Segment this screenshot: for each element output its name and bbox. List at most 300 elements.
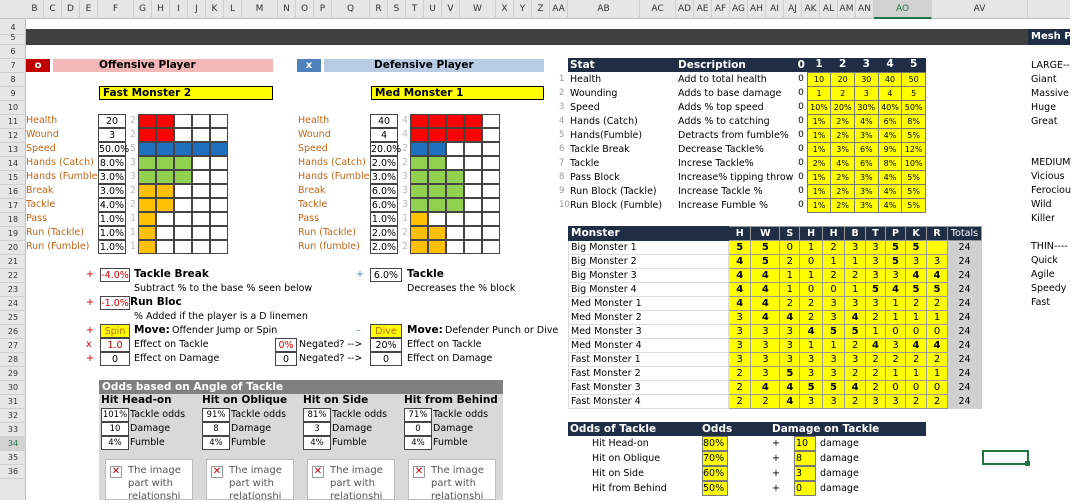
- monster-name: Med Monster 2: [569, 311, 729, 325]
- stat-value[interactable]: 3.0%: [99, 186, 125, 197]
- damage-value: 3: [303, 422, 331, 436]
- monster-stat: 2: [886, 353, 906, 367]
- monster-stat: 1: [886, 367, 906, 381]
- selected-cell[interactable]: [982, 450, 1029, 465]
- off-effect-damage[interactable]: 0: [100, 352, 130, 366]
- stat-level: 4: [401, 129, 409, 140]
- image-placeholder-text: The image part with relationshi: [229, 465, 282, 502]
- stat-value[interactable]: 6.0%: [371, 200, 397, 211]
- level-bar-cell: [482, 142, 500, 156]
- stat-level: 2: [129, 199, 137, 210]
- monster-stat: 1: [822, 255, 844, 269]
- level-bar-cell: [428, 240, 446, 254]
- monster-total: 24: [948, 381, 982, 395]
- stat-level: 2: [129, 185, 137, 196]
- column-header-x[interactable]: X: [496, 0, 514, 19]
- row-header-23[interactable]: 23: [0, 283, 26, 297]
- monster-total: 24: [948, 353, 982, 367]
- stat-value[interactable]: 3: [98, 128, 126, 142]
- stat-level-value: 1%: [807, 142, 831, 156]
- monster-stat: 4: [780, 381, 800, 395]
- stat-level: 4: [401, 115, 409, 126]
- row-header-35[interactable]: 35: [0, 451, 26, 465]
- stat-label: Break: [26, 185, 54, 196]
- row-header-6[interactable]: 6: [0, 45, 26, 59]
- def-effect-damage[interactable]: 0: [370, 352, 402, 366]
- stat-value[interactable]: 1.0%: [99, 242, 125, 253]
- stat-desc: Adds % top speed: [678, 101, 764, 113]
- level-bar-cell: [138, 184, 156, 198]
- monster-total: 24: [948, 325, 982, 339]
- monster-stat: 1: [800, 339, 822, 353]
- stat-level-value: 2%: [831, 170, 855, 184]
- row-header-24[interactable]: 24: [0, 297, 26, 311]
- mesh-size: Huge: [1031, 102, 1057, 113]
- mesh-medium: Killer: [1031, 213, 1055, 224]
- stat-value[interactable]: 2.0%: [371, 228, 397, 239]
- stat-value[interactable]: 4: [370, 128, 398, 142]
- stat-label: Speed: [26, 143, 56, 154]
- monster-stat: 1: [845, 255, 866, 269]
- level-bar-cell: [174, 198, 192, 212]
- level-bar-cell: [428, 184, 446, 198]
- level-bar-cell: [210, 198, 228, 212]
- damage-label: damage: [820, 483, 859, 494]
- column-header-e[interactable]: E: [80, 0, 98, 19]
- column-header-q[interactable]: Q: [332, 0, 370, 19]
- row-header-8[interactable]: 8: [0, 73, 26, 87]
- row-header-33[interactable]: 33: [0, 423, 26, 437]
- column-header-ak[interactable]: AK: [802, 0, 820, 19]
- monster-stat: 2: [906, 353, 927, 367]
- column-header-ab[interactable]: AB: [568, 0, 640, 19]
- offense-button[interactable]: o: [26, 59, 50, 72]
- row-header-16[interactable]: 16: [0, 185, 26, 199]
- off-effect-tackle[interactable]: 1.0: [100, 338, 130, 352]
- damage-on-tackle-header: Damage on Tackle: [772, 422, 880, 435]
- monster-stat: 0: [927, 381, 948, 395]
- tackle-break-mod[interactable]: -4.0%: [101, 270, 129, 281]
- stat-value[interactable]: 6.0%: [371, 186, 397, 197]
- stat-level-value: 0: [798, 101, 804, 112]
- row-header-34[interactable]: 34: [0, 437, 26, 451]
- monster-stat: 2: [866, 353, 886, 367]
- monster-stat: 5: [800, 381, 822, 395]
- stat-row: [568, 128, 926, 142]
- row-header-7[interactable]: 7: [0, 59, 26, 73]
- monster-stat: 0: [906, 325, 927, 339]
- stat-desc: Increse Tackle%: [678, 157, 754, 169]
- off-negated-1[interactable]: 0%: [275, 338, 297, 352]
- column-header-am[interactable]: AM: [838, 0, 856, 19]
- stat-index: 9: [559, 185, 565, 196]
- monster-row: [569, 367, 982, 381]
- row-header-31[interactable]: 31: [0, 395, 26, 409]
- monster-row: [569, 339, 982, 353]
- odds-value: 70%: [702, 451, 728, 466]
- row-header-28[interactable]: 28: [0, 353, 26, 367]
- col-s-header: S: [780, 227, 800, 241]
- column-header-m[interactable]: M: [242, 0, 278, 19]
- row-header-14[interactable]: 14: [0, 157, 26, 171]
- monster-stat: 0: [906, 381, 927, 395]
- tackle-desc: Decreases the % block: [407, 283, 516, 294]
- mesh-thin: Speedy: [1031, 283, 1067, 294]
- level-bar-cell: [428, 156, 446, 170]
- row-header-20[interactable]: 20: [0, 241, 26, 255]
- stat-level-value: 0: [798, 171, 804, 182]
- monster-stat: 4: [751, 311, 780, 325]
- row-header-19[interactable]: 19: [0, 227, 26, 241]
- column-header-o[interactable]: O: [296, 0, 314, 19]
- fumble-label: Fumble: [433, 437, 468, 448]
- stat-level-value: 3: [854, 86, 878, 100]
- monster-name: Fast Monster 3: [569, 381, 729, 395]
- defense-player-name[interactable]: Med Monster 1: [371, 86, 544, 100]
- monster-stat: 3: [751, 353, 780, 367]
- odds-col-head: Hit on Side: [303, 394, 369, 406]
- spin-dropdown[interactable]: Spin: [100, 324, 130, 338]
- level-bar-cell: [446, 226, 464, 240]
- monster-stat: 1: [886, 311, 906, 325]
- column-header-i[interactable]: I: [170, 0, 188, 19]
- stat-label: Tackle: [298, 199, 328, 210]
- monster-stat: 3: [866, 255, 886, 269]
- level-bar-cell: [428, 142, 446, 156]
- monster-stat: 4: [845, 311, 866, 325]
- off-effect-tackle-label: Effect on Tackle: [134, 339, 209, 350]
- stat-value[interactable]: 1.0%: [371, 214, 397, 225]
- monster-stat: 2: [845, 395, 866, 409]
- stat-row: [568, 100, 926, 114]
- tackle-odds-value: 71%: [404, 408, 432, 422]
- level-bar-cell: [446, 212, 464, 226]
- monster-stat: 5: [927, 283, 948, 297]
- stat-desc: Increase Fumble %: [678, 199, 769, 211]
- monster-stat: 3: [822, 311, 844, 325]
- stat-level-value: 50: [902, 72, 926, 86]
- level-bar-cell: [138, 226, 156, 240]
- stat-level-value: 3%: [854, 128, 878, 142]
- stat-level-value: 0: [798, 199, 804, 210]
- monster-stat: 0: [800, 283, 822, 297]
- stat-desc: Adds to base damage: [678, 87, 782, 99]
- column-header-ae[interactable]: AE: [694, 0, 712, 19]
- stat-desc: Increase Tackle %: [678, 185, 763, 197]
- stat-level-value: 1%: [807, 198, 831, 212]
- stat-desc: Decrease Tackle%: [678, 143, 764, 155]
- row-header-36[interactable]: 36: [0, 465, 26, 479]
- tackle-label: Tackle: [407, 268, 444, 280]
- stat-value[interactable]: 2.0%: [371, 242, 397, 253]
- offense-player-name[interactable]: Fast Monster 2: [99, 86, 273, 100]
- stat-level-value: 5%: [902, 184, 926, 198]
- level-bar-cell: [192, 142, 210, 156]
- column-header-r[interactable]: R: [370, 0, 388, 19]
- monster-table: [568, 226, 982, 411]
- column-header-aa[interactable]: AA: [550, 0, 568, 19]
- monster-stat: 4: [906, 339, 927, 353]
- fumble-value: 4%: [101, 436, 129, 450]
- column-header-b[interactable]: B: [26, 0, 44, 19]
- monster-total: 24: [948, 255, 982, 269]
- tk-sign: +: [356, 269, 364, 280]
- monster-stat: 1: [886, 297, 906, 311]
- stat-level-value: 20%: [831, 100, 855, 114]
- level-bar-cell: [156, 156, 174, 170]
- stat-value[interactable]: 1.0%: [99, 228, 125, 239]
- col-w-header: W: [751, 227, 780, 241]
- odds-value: 50%: [702, 481, 728, 496]
- stat-value[interactable]: 3.0%: [99, 172, 125, 183]
- fill-handle[interactable]: [1025, 461, 1030, 466]
- monster-stat: 3: [866, 297, 886, 311]
- row-header-10[interactable]: 10: [0, 101, 26, 115]
- stat-level: 3: [401, 171, 409, 182]
- stat-label: Speed: [298, 143, 328, 154]
- dive-sign: –: [356, 325, 361, 336]
- stat-label: Health: [298, 115, 330, 126]
- odds-col-head: Hit Head-on: [101, 394, 172, 406]
- column-header-ad[interactable]: AD: [676, 0, 694, 19]
- row-header-18[interactable]: 18: [0, 213, 26, 227]
- stat-value[interactable]: 2.0%: [371, 158, 397, 169]
- column-header-c[interactable]: C: [44, 0, 62, 19]
- column-header-y[interactable]: Y: [514, 0, 532, 19]
- monster-stat: 2: [822, 241, 844, 255]
- stat-index: 8: [559, 171, 565, 182]
- stat-level: 5: [129, 143, 137, 154]
- column-header-af[interactable]: AF: [712, 0, 730, 19]
- stat-level-value: 3%: [854, 170, 878, 184]
- defense-title: Defensive Player: [324, 59, 544, 72]
- monster-row: [569, 283, 982, 297]
- off-negated-2[interactable]: 0: [275, 352, 297, 366]
- column-header-v[interactable]: V: [442, 0, 460, 19]
- monster-stat: 2: [800, 297, 822, 311]
- stat-row: [568, 72, 926, 86]
- row-header-17[interactable]: 17: [0, 199, 26, 213]
- column-header-ah[interactable]: AH: [748, 0, 766, 19]
- monster-stat: 0: [800, 255, 822, 269]
- stat-value[interactable]: 20.0%: [371, 144, 402, 155]
- defense-button[interactable]: x: [297, 59, 321, 72]
- column-header-f[interactable]: F: [98, 0, 134, 19]
- row-header-22[interactable]: 22: [0, 269, 26, 283]
- row-header-25[interactable]: 25: [0, 311, 26, 325]
- level-bar-cell: [210, 240, 228, 254]
- monster-total: 24: [948, 367, 982, 381]
- level-bar-cell: [138, 114, 156, 128]
- odds-header: Odds: [702, 422, 733, 435]
- monster-stat: 3: [729, 353, 751, 367]
- monster-stat: 1: [866, 325, 886, 339]
- column-header-h[interactable]: H: [152, 0, 170, 19]
- level-4-header: 4: [886, 58, 894, 71]
- row-header-29[interactable]: 29: [0, 367, 26, 381]
- column-header-d[interactable]: D: [62, 0, 80, 19]
- tackle-odds-value: 101%: [102, 410, 128, 420]
- row-header-4[interactable]: 4: [0, 21, 26, 35]
- stat-value[interactable]: 3.0%: [371, 172, 397, 183]
- stat-level-value: 3%: [854, 184, 878, 198]
- col-k-header: K: [906, 227, 927, 241]
- monster-stat: 4: [866, 339, 886, 353]
- column-header-z[interactable]: Z: [532, 0, 550, 19]
- monster-stat: 2: [729, 381, 751, 395]
- stat-desc: Adds % to catching: [678, 115, 770, 127]
- run-block-mod[interactable]: -1.0%: [101, 298, 129, 309]
- stat-level-value: 4%: [878, 184, 902, 198]
- column-header-ao[interactable]: AO: [874, 0, 932, 19]
- row-header-26[interactable]: 26: [0, 325, 26, 339]
- stat-value[interactable]: 4.0%: [99, 200, 125, 211]
- level-bar-cell: [156, 142, 174, 156]
- odds-angle-title: Odds based on Angle of Tackle: [99, 380, 503, 394]
- fumble-label: Fumble: [332, 437, 367, 448]
- column-header-p[interactable]: P: [314, 0, 332, 19]
- column-header-n[interactable]: N: [278, 0, 296, 19]
- stat-level: 2: [129, 115, 137, 126]
- level-bar-cell: [410, 156, 428, 170]
- mesh-size: LARGE--: [1031, 60, 1070, 71]
- column-header-g[interactable]: G: [134, 0, 152, 19]
- stat-level-value: 20: [831, 72, 855, 86]
- monster-stat: 3: [886, 269, 906, 283]
- stat-desc: Add to total health: [678, 73, 767, 85]
- monster-stat: 5: [866, 283, 886, 297]
- off-effect-damage-label: Effect on Damage: [134, 353, 220, 364]
- level-bar-cell: [138, 142, 156, 156]
- monster-stat: 2: [906, 395, 927, 409]
- def-effect-tackle-label: Effect on Tackle: [407, 339, 482, 350]
- monster-stat: 0: [822, 283, 844, 297]
- row-header-13[interactable]: 13: [0, 143, 26, 157]
- level-bar-cell: [482, 114, 500, 128]
- column-header-al[interactable]: AL: [820, 0, 838, 19]
- row-header-15[interactable]: 15: [0, 171, 26, 185]
- row-header-12[interactable]: 12: [0, 129, 26, 143]
- stat-value[interactable]: 20: [98, 114, 126, 128]
- damage-value: 0: [794, 481, 816, 496]
- row-header-5[interactable]: 5: [0, 31, 26, 45]
- hit-type: Hit from Behind: [592, 483, 667, 494]
- row-header-32[interactable]: 32: [0, 409, 26, 423]
- stat-label: Tackle: [26, 199, 56, 210]
- fumble-label: Fumble: [130, 437, 165, 448]
- stat-row: [568, 198, 926, 212]
- row-header-27[interactable]: 27: [0, 339, 26, 353]
- column-header-an[interactable]: AN: [856, 0, 874, 19]
- level-bar-cell: [482, 198, 500, 212]
- monster-stat: 3: [866, 241, 886, 255]
- level-bar-cell: [174, 226, 192, 240]
- stat-value[interactable]: 8.0%: [99, 158, 125, 169]
- level-bar-cell: [446, 240, 464, 254]
- column-header-t[interactable]: T: [406, 0, 424, 19]
- column-header-av[interactable]: AV: [932, 0, 1028, 19]
- stat-value[interactable]: 50.0%: [99, 144, 130, 155]
- column-header-u[interactable]: U: [424, 0, 442, 19]
- damage-label: damage: [820, 468, 859, 479]
- stat-level-value: 4%: [878, 198, 902, 212]
- column-header-w[interactable]: W: [460, 0, 496, 19]
- stat-level-value: 2: [831, 86, 855, 100]
- tackle-odds-label: Tackle odds: [130, 409, 186, 420]
- stat-label: Run (Fumble): [26, 241, 90, 252]
- stat-level-value: 50%: [902, 100, 926, 114]
- def-effect-tackle[interactable]: 20%: [370, 338, 402, 352]
- row-header-11[interactable]: 11: [0, 115, 26, 129]
- column-header-k[interactable]: K: [206, 0, 224, 19]
- column-header-s[interactable]: S: [388, 0, 406, 19]
- column-header-ai[interactable]: AI: [766, 0, 784, 19]
- monster-stat: 3: [780, 353, 800, 367]
- monster-stat: 5: [906, 283, 927, 297]
- stat-value[interactable]: 1.0%: [99, 214, 125, 225]
- monster-stat: 5: [822, 325, 844, 339]
- odds-tackle-table: [568, 422, 926, 494]
- stat-level-value: 8%: [902, 114, 926, 128]
- row-header-30[interactable]: 30: [0, 381, 26, 395]
- row-header-9[interactable]: 9: [0, 87, 26, 101]
- offense-title: Offensive Player: [53, 59, 273, 72]
- level-bar-cell: [174, 170, 192, 184]
- monster-stat: 2: [927, 297, 948, 311]
- damage-label: Damage: [433, 423, 474, 434]
- monster-stat: 3: [845, 297, 866, 311]
- monster-stat: 3: [800, 353, 822, 367]
- stat-level: 3: [129, 171, 137, 182]
- stat-level-value: 2%: [831, 184, 855, 198]
- fumble-label: Fumble: [231, 437, 266, 448]
- level-bar-cell: [210, 156, 228, 170]
- monster-stat: 4: [927, 339, 948, 353]
- column-header-ac[interactable]: AC: [640, 0, 676, 19]
- dive-dropdown[interactable]: Dive: [370, 324, 402, 338]
- odds-tackle-row: [568, 436, 926, 451]
- stat-level: 3: [129, 157, 137, 168]
- stat-level-value: 3%: [831, 142, 855, 156]
- col-p-header: P: [886, 227, 906, 241]
- stat-level-value: 0: [798, 143, 804, 154]
- damage-label: damage: [820, 453, 859, 464]
- monster-row: [569, 325, 982, 339]
- damage-value: 10: [794, 436, 816, 451]
- mesh-thin: Agile: [1031, 269, 1055, 280]
- level-bar-cell: [192, 170, 210, 184]
- stat-level-value: 5%: [902, 170, 926, 184]
- column-header-l[interactable]: L: [224, 0, 242, 19]
- stat-label: Hands (Catch): [298, 157, 366, 168]
- stat-name: Pass Block: [570, 171, 620, 183]
- image-placeholder-text: The image part with relationshi: [128, 465, 181, 502]
- column-header-j[interactable]: J: [188, 0, 206, 19]
- stat-index: 2: [559, 87, 565, 98]
- column-header-ag[interactable]: AG: [730, 0, 748, 19]
- row-header-21[interactable]: 21: [0, 255, 26, 269]
- tackle-mod[interactable]: 6.0%: [370, 268, 402, 282]
- stat-level-value: 1%: [807, 114, 831, 128]
- level-bar-cell: [138, 198, 156, 212]
- monster-stat: 3: [927, 255, 948, 269]
- monster-stat: 0: [886, 381, 906, 395]
- stat-label: Wound: [298, 129, 331, 140]
- stat-desc: Increase% tipping throw: [678, 171, 794, 183]
- column-header-aj[interactable]: AJ: [784, 0, 802, 19]
- stat-value[interactable]: 40: [370, 114, 398, 128]
- mesh-medium: MEDIUM: [1031, 157, 1071, 168]
